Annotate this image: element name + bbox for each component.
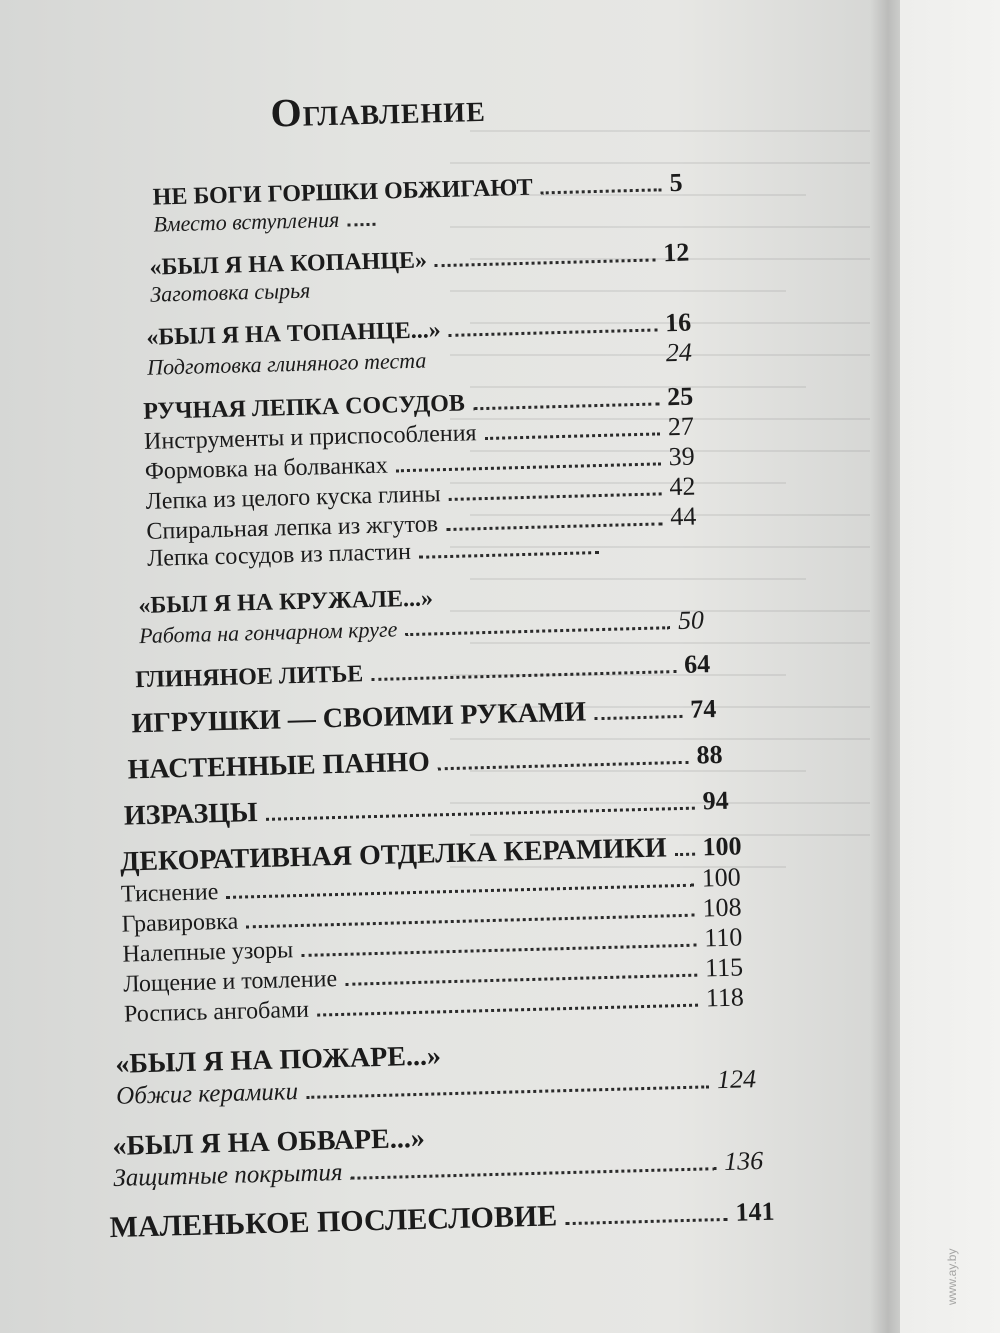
toc-section [152, 168, 683, 238]
section-heading: «БЫЛ Я НА КРУЖАЛЕ...» [138, 585, 434, 620]
toc-section [138, 578, 704, 650]
section-heading: «БЫЛ Я НА ОБВАРЕ...» [112, 1122, 426, 1162]
section-item: Подготовка глиняного теста [146, 347, 427, 380]
page-number: 44 [669, 501, 697, 532]
section-heading: «БЫЛ Я НА ТОПАНЦЕ...» [146, 317, 441, 351]
section-item: Защитные покрытия [113, 1158, 343, 1192]
section-item: Налепные узоры [122, 937, 294, 968]
section-item: Гравировка [121, 908, 239, 938]
right-page [900, 0, 1000, 1333]
section-item: Заготовка сырья [149, 277, 311, 307]
page-number: 100 [701, 862, 742, 893]
section-heading: «БЫЛ Я НА ПОЖАРЕ...» [114, 1040, 442, 1080]
toc-section [112, 1114, 763, 1193]
section-heading: НАСТЕННЫЕ ПАННО [127, 746, 431, 786]
page-number: 25 [666, 381, 694, 412]
page-number: 124 [716, 1064, 757, 1095]
page-number: 50 [677, 605, 705, 635]
section-item: Лепка из целого куска глины [145, 481, 441, 515]
page-number: 12 [662, 237, 690, 268]
watermark: www.ay.by [945, 1248, 959, 1305]
page-number: 74 [689, 694, 717, 724]
page-number: 27 [667, 411, 695, 442]
page-number: 5 [669, 167, 683, 198]
table-of-contents [60, 77, 790, 1260]
toc-section [115, 1032, 756, 1111]
section-heading: «БЫЛ Я НА КОПАНЦЕ» [149, 247, 428, 281]
page-number: 118 [705, 982, 745, 1013]
section-heading: ГЛИНЯНОЕ ЛИТЬЕ [135, 661, 364, 694]
toc-section [146, 308, 692, 382]
page-number: 108 [702, 892, 742, 923]
toc-section [135, 649, 711, 694]
page-number: 94 [702, 785, 730, 816]
section-item: Обжиг керамики [115, 1078, 299, 1110]
section-item: Работа на гончарном круге [138, 616, 398, 649]
toc-section [131, 693, 717, 740]
page-number: 136 [723, 1145, 764, 1176]
section-heading: ИЗРАЗЦЫ [123, 797, 258, 832]
page-number: 141 [735, 1196, 775, 1227]
page-number: 88 [696, 739, 723, 770]
section-item: Лощение и томление [122, 966, 338, 998]
toc-section [149, 238, 690, 308]
toc-section [109, 1194, 775, 1245]
section-heading: ИГРУШКИ — СВОИМИ РУКАМИ [131, 696, 587, 740]
page-number: 24 [665, 337, 693, 368]
section-item: Тиснение [120, 879, 219, 908]
toc-section [127, 739, 723, 787]
section-item: Роспись ангобами [123, 996, 310, 1028]
page-number: 39 [668, 441, 696, 472]
page-number: 115 [704, 952, 744, 983]
toc-section [120, 830, 745, 1028]
toc-section [123, 785, 729, 833]
section-item: Инструменты и приспособления [143, 420, 477, 455]
section-item: Вместо вступления [153, 206, 340, 237]
toc-section [143, 382, 697, 573]
section-heading: РУЧНАЯ ЛЕПКА СОСУДОВ [142, 390, 466, 425]
section-heading: НЕ БОГИ ГОРШКИ ОБЖИГАЮТ [152, 174, 534, 211]
section-heading: МАЛЕНЬКОЕ ПОСЛЕСЛОВИЕ [109, 1199, 558, 1245]
section-heading: ДЕКОРАТИВНАЯ ОТДЕЛКА КЕРАМИКИ [119, 832, 667, 878]
page-number: 64 [683, 649, 711, 679]
book-gutter [870, 0, 900, 1333]
section-item: Формовка на болванках [144, 452, 389, 485]
page-number: 42 [669, 471, 696, 502]
page-number: 110 [703, 922, 743, 953]
toc-title: Оглавление [269, 84, 487, 136]
page-number: 100 [702, 831, 742, 862]
section-item: Спиральная лепка из жгутов [146, 511, 439, 545]
page-number: 16 [664, 307, 692, 338]
section-item: Лепка сосудов из пластин [146, 538, 412, 572]
